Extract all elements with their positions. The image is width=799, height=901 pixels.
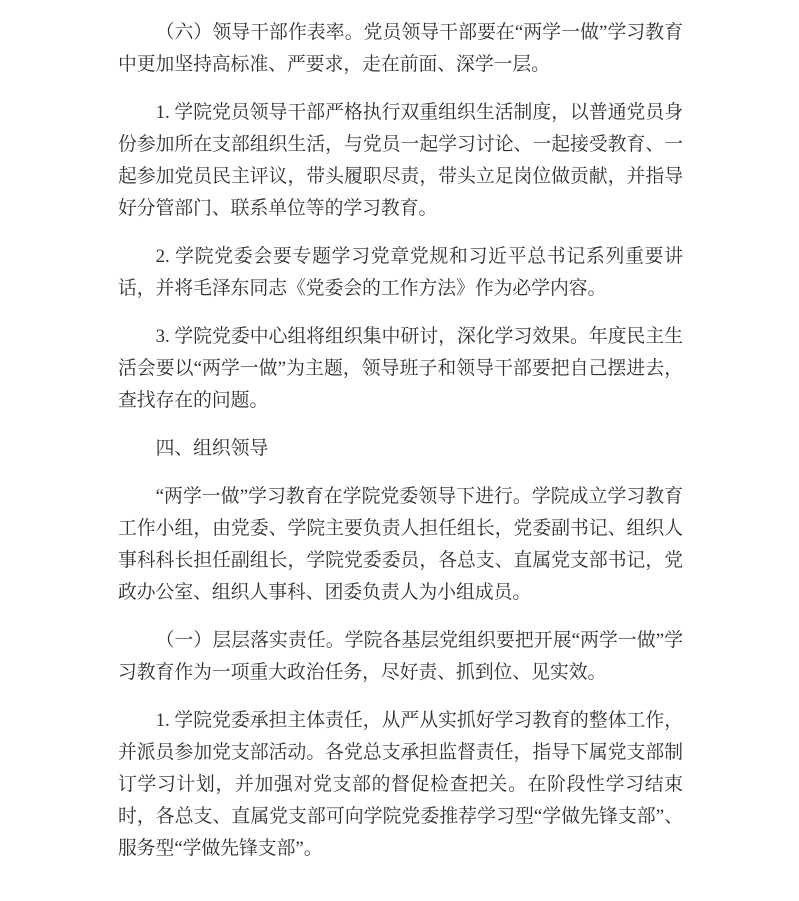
para-item1-main-responsibility: 1. 学院党委承担主体责任，从严从实抓好学习教育的整体工作，并派员参加党支部活动。各党总支承担监督责任，指导下属党支部制订学习计划，并加强对党支部的督促检查把关。在阶段性学习结束时，各总支、直属党支部可向学院党委推荐学习型“学做先锋支部”、服务型“学做先锋支部”。 bbox=[118, 710, 683, 859]
para-item2-committee-study: 2. 学院党委会要专题学习党章党规和习近平总书记系列重要讲话，并将毛泽东同志《党委会的工作方法》作为必学内容。 bbox=[118, 246, 683, 299]
para-sub1-implement-responsibility: （一）层层落实责任。学院各基层党组织要把开展“两学一做”学习教育作为一项重大政治任务，尽好责、抓到位、见实效。 bbox=[118, 630, 683, 683]
section-heading-org-leadership: 四、组织领导 bbox=[155, 438, 269, 459]
para-item1-dual-org-life: 1. 学院党员领导干部严格执行双重组织生活制度，以普通党员身份参加所在支部组织生活，与党员一起学习讨论、一起接受教育、一起参加党员民主评议，带头履职尽责，带头立足岗位做贡献，并指导好分管部门、联系单位等的学习教育。 bbox=[118, 102, 683, 219]
para-section6-leaders-example: （六）领导干部作表率。党员领导干部要在“两学一做”学习教育中更加坚持高标准、严要求，走在前面、深学一层。 bbox=[118, 22, 683, 75]
para-org-leadership-intro: “两学一做”学习教育在学院党委领导下进行。学院成立学习教育工作小组，由党委、学院主要负责人担任组长，党委副书记、组织人事科科长担任副组长，学院党委委员，各总支、直属党支部书记，党政办公室、组织人事科、团委负责人为小组成员。 bbox=[118, 486, 683, 603]
para-item3-central-group: 3. 学院党委中心组将组织集中研讨，深化学习效果。年度民主生活会要以“两学一做”为主题，领导班子和领导干部要把自己摆进去，查找存在的问题。 bbox=[118, 326, 683, 411]
